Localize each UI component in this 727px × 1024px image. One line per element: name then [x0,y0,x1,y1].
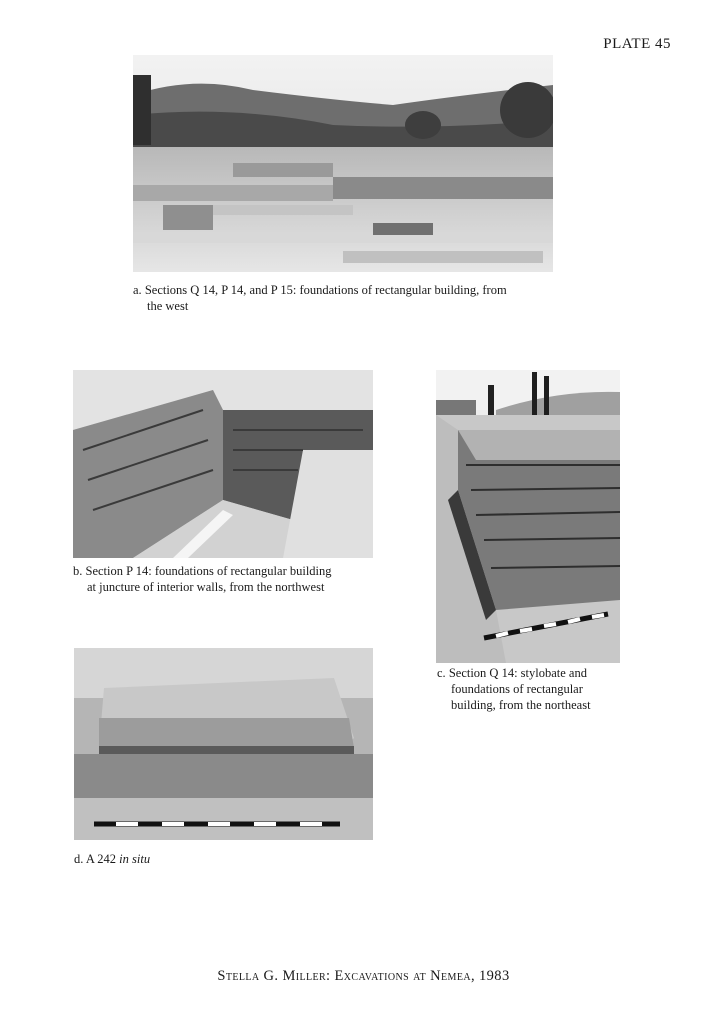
page-footer: Stella G. Miller: Excavations at Nemea, 1983 [217,968,510,984]
photo-a-excavation-view [133,55,553,272]
caption-a-line2: the west [147,299,189,313]
caption-d-letter: d. [74,852,84,866]
caption-d-text: A 242 [85,852,117,866]
caption-a-letter: a. [133,283,142,297]
caption-a [133,282,558,314]
photo-c-stylobate [436,370,620,663]
caption-b-letter: b. [73,564,83,578]
caption-b-line2: at juncture of interior walls, from the northwest [87,580,325,594]
photo-b-wall-juncture [73,370,373,558]
caption-c-line3: building, from the northeast [451,698,591,712]
caption-c-line2: foundations of rectangular [451,682,583,696]
caption-d-italic: in situ [119,852,151,866]
caption-c-line1: Section Q 14: stylobate and [448,666,587,680]
caption-c-letter: c. [437,666,446,680]
caption-d [74,851,274,867]
plate-number: PLATE 45 [603,36,671,52]
caption-c [437,665,615,713]
caption-b-line1: Section P 14: foundations of rectangular building [85,564,332,578]
caption-a-line1: Sections Q 14, P 14, and P 15: foundations of rectangular building, from [144,283,507,297]
caption-b [73,563,383,595]
photo-d-a242-in-situ [74,648,373,840]
